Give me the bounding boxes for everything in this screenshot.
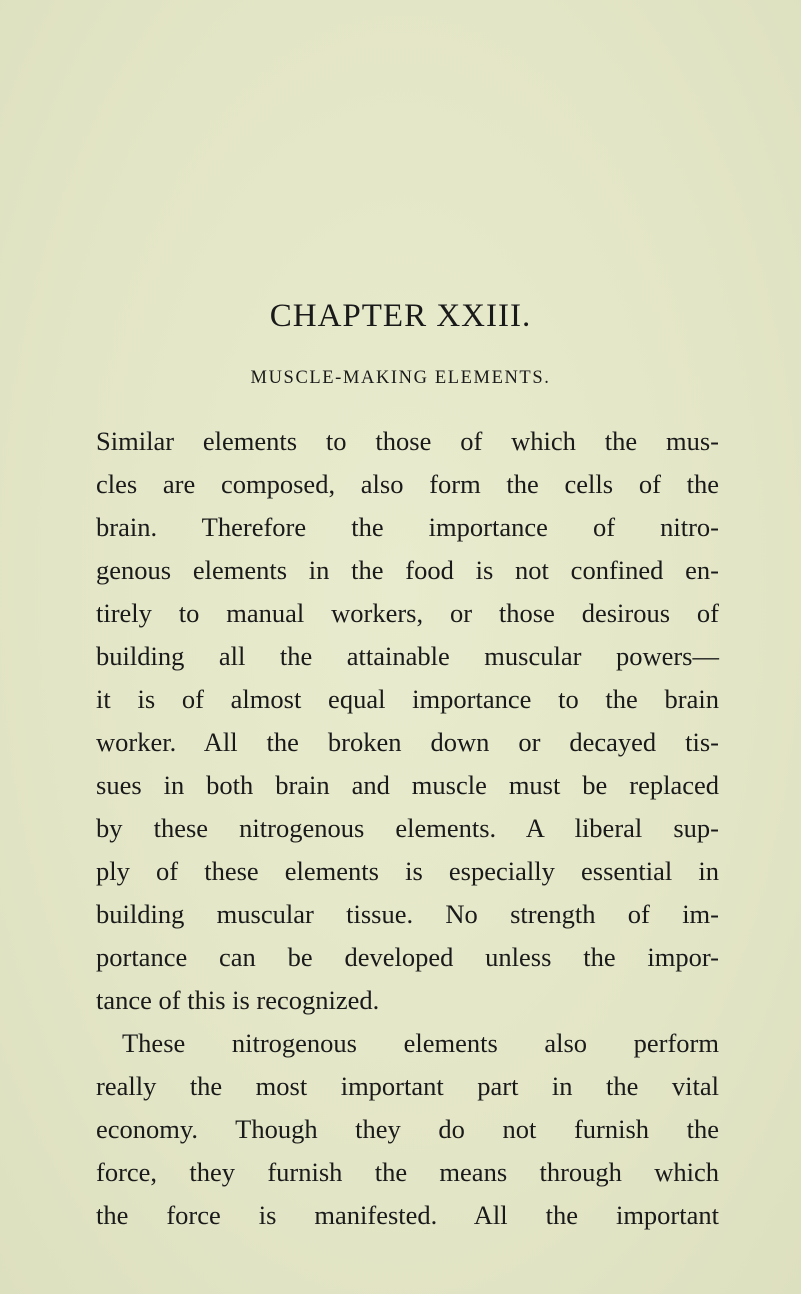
text-line: cles are composed, also form the cells of the	[96, 469, 719, 499]
text-line: by these nitrogenous elements. A liberal sup-	[96, 813, 719, 843]
text-line: ply of these elements is especially essential in	[96, 856, 719, 886]
text-line: worker. All the broken down or decayed tis-	[96, 727, 719, 757]
body-text	[96, 420, 719, 1237]
text-line: brain. Therefore the importance of nitro-	[96, 512, 719, 542]
text-line: genous elements in the food is not confined en-	[96, 555, 719, 585]
section-title: MUSCLE-MAKING ELEMENTS.	[250, 368, 551, 388]
text-line: really the most important part in the vital	[96, 1071, 719, 1101]
text-line-paragraph-start: These nitrogenous elements also perform	[122, 1028, 719, 1058]
chapter-title: CHAPTER XXIII.	[269, 298, 532, 334]
text-line: it is of almost equal importance to the brain	[96, 684, 719, 714]
text-line: sues in both brain and muscle must be replaced	[96, 770, 719, 800]
text-line: Similar elements to those of which the mus-	[96, 426, 719, 456]
text-line: tirely to manual workers, or those desirous of	[96, 598, 719, 628]
text-line-paragraph-end: tance of this is recognized.	[96, 985, 380, 1015]
text-line: building muscular tissue. No strength of im-	[96, 899, 719, 929]
text-line: economy. Though they do not furnish the	[96, 1114, 719, 1144]
text-line: force, they furnish the means through which	[96, 1157, 719, 1187]
text-line: building all the attainable muscular powers—	[96, 641, 719, 671]
text-line: the force is manifested. All the important	[96, 1200, 719, 1230]
text-line: portance can be developed unless the impor-	[96, 942, 719, 972]
